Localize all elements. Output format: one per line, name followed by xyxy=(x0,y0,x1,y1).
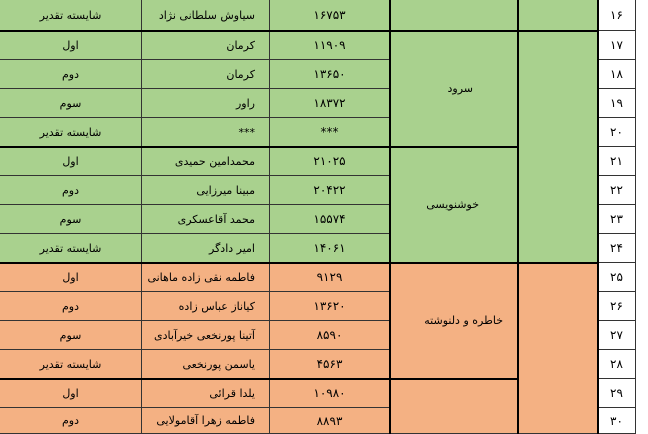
name-cell[interactable]: یلدا قرائی xyxy=(142,379,270,408)
group-border xyxy=(0,262,598,264)
name-cell[interactable]: *** xyxy=(142,118,270,147)
code-cell[interactable]: ۱۱۹۰۹ xyxy=(270,31,390,60)
row-index[interactable]: ۱۹ xyxy=(598,89,636,118)
name-cell[interactable]: فاطمه زهرا آقامولایی xyxy=(142,408,270,434)
name-cell[interactable]: کرمان xyxy=(142,31,270,60)
code-cell[interactable]: ۸۸۹۳ xyxy=(270,408,390,434)
row-index[interactable]: ۲۹ xyxy=(598,379,636,408)
code-cell[interactable]: ۹۱۲۹ xyxy=(270,263,390,292)
code-cell[interactable]: ۱۵۵۷۴ xyxy=(270,205,390,234)
code-cell[interactable]: ۱۰۹۸۰ xyxy=(270,379,390,408)
code-cell[interactable]: ۴۵۶۳ xyxy=(270,350,390,379)
name-cell[interactable]: یاسمن پورنخعی xyxy=(142,350,270,379)
name-cell[interactable]: سیاوش سلطانی نژاد xyxy=(142,0,270,31)
row-index[interactable]: ۲۰ xyxy=(598,118,636,147)
code-cell[interactable]: *** xyxy=(270,118,390,147)
category-cell[interactable] xyxy=(390,379,518,434)
name-cell[interactable]: راور xyxy=(142,89,270,118)
row-index[interactable]: ۲۴ xyxy=(598,234,636,263)
row-index[interactable]: ۱۶ xyxy=(598,0,636,31)
name-cell[interactable]: مبینا میرزایی xyxy=(142,176,270,205)
row-index[interactable]: ۲۸ xyxy=(598,350,636,379)
rank-cell[interactable]: اول xyxy=(0,379,142,408)
column-border xyxy=(597,0,599,434)
column-border xyxy=(389,0,391,434)
category-cell[interactable] xyxy=(390,0,518,31)
row-index[interactable]: ۲۶ xyxy=(598,292,636,321)
rank-cell[interactable]: دوم xyxy=(0,176,142,205)
rank-cell[interactable]: اول xyxy=(0,147,142,176)
name-cell[interactable]: کرمان xyxy=(142,60,270,89)
column-border xyxy=(517,0,519,434)
row-index[interactable]: ۲۵ xyxy=(598,263,636,292)
code-cell[interactable]: ۱۴۰۶۱ xyxy=(270,234,390,263)
section-cell[interactable] xyxy=(518,263,598,434)
section-cell[interactable] xyxy=(518,0,598,263)
row-index[interactable]: ۳۰ xyxy=(598,408,636,434)
row-index[interactable]: ۲۷ xyxy=(598,321,636,350)
rank-cell[interactable]: سوم xyxy=(0,89,142,118)
name-cell[interactable]: فاطمه نقی زاده ماهانی xyxy=(142,263,270,292)
name-cell[interactable]: کیاناز عباس زاده xyxy=(142,292,270,321)
code-cell[interactable]: ۸۵۹۰ xyxy=(270,321,390,350)
rank-cell[interactable]: دوم xyxy=(0,60,142,89)
rank-cell[interactable]: سوم xyxy=(0,321,142,350)
category-cell[interactable]: خاطره و دلنوشته xyxy=(390,263,518,379)
rank-cell[interactable]: شایسته تقدیر xyxy=(0,118,142,147)
rank-cell[interactable]: شایسته تقدیر xyxy=(0,0,142,31)
code-cell[interactable]: ۲۰۴۲۲ xyxy=(270,176,390,205)
name-cell[interactable]: محمدامین حمیدی xyxy=(142,147,270,176)
group-border xyxy=(0,378,518,380)
category-cell[interactable]: خوشنویسی xyxy=(390,147,518,263)
rank-cell[interactable]: اول xyxy=(0,31,142,60)
rank-cell[interactable]: دوم xyxy=(0,292,142,321)
code-cell[interactable]: ۱۸۳۷۲ xyxy=(270,89,390,118)
rank-cell[interactable]: اول xyxy=(0,263,142,292)
category-cell[interactable]: سرود xyxy=(390,31,518,147)
code-cell[interactable]: ۱۳۶۲۰ xyxy=(270,292,390,321)
code-cell[interactable]: ۱۳۶۵۰ xyxy=(270,60,390,89)
name-cell[interactable]: آتینا پورنخعی خیرآبادی xyxy=(142,321,270,350)
row-index[interactable]: ۲۳ xyxy=(598,205,636,234)
rank-cell[interactable]: شایسته تقدیر xyxy=(0,350,142,379)
rank-cell[interactable]: شایسته تقدیر xyxy=(0,234,142,263)
rank-cell[interactable]: دوم xyxy=(0,408,142,434)
code-cell[interactable]: ۱۶۷۵۳ xyxy=(270,0,390,31)
row-index[interactable]: ۲۱ xyxy=(598,147,636,176)
group-border xyxy=(0,146,518,148)
row-index[interactable]: ۱۷ xyxy=(598,31,636,60)
row-index[interactable]: ۱۸ xyxy=(598,60,636,89)
rank-cell[interactable]: سوم xyxy=(0,205,142,234)
row-index[interactable]: ۲۲ xyxy=(598,176,636,205)
group-border xyxy=(0,30,598,32)
name-cell[interactable]: محمد آقاعسکری xyxy=(142,205,270,234)
code-cell[interactable]: ۲۱۰۲۵ xyxy=(270,147,390,176)
name-cell[interactable]: امیر دادگر xyxy=(142,234,270,263)
sheet-margin xyxy=(636,0,648,434)
